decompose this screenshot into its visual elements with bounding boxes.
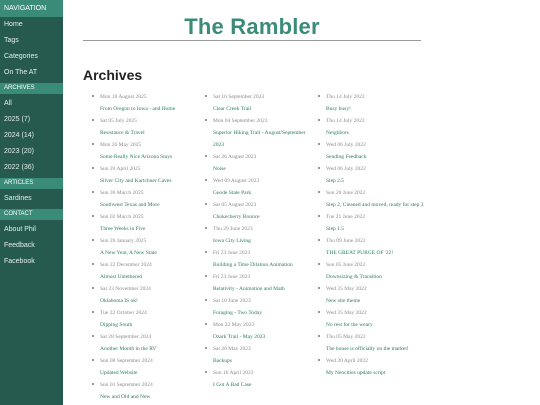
sidebar xyxy=(0,0,63,405)
post-date: Sat 23 November 2024 xyxy=(100,286,151,292)
bullet-icon xyxy=(205,227,207,229)
post-date: Thu 29 June 2023 xyxy=(213,226,253,232)
post-link[interactable]: Silver City and Kartchner Caves xyxy=(100,178,172,184)
list-item xyxy=(92,211,202,235)
post-link[interactable]: Sending Feedback xyxy=(326,154,367,160)
post-link[interactable]: Foraging - Two Today xyxy=(213,310,262,316)
sidebar-item-sardines[interactable]: Sardines xyxy=(4,195,32,202)
post-date: Thu 14 July 2022 xyxy=(326,94,365,100)
list-item xyxy=(92,139,202,163)
post-link[interactable]: Iowa City Living xyxy=(213,238,251,244)
bullet-icon xyxy=(318,311,320,313)
post-link[interactable]: My Neocities update script xyxy=(326,370,386,376)
bullet-icon xyxy=(92,239,94,241)
archive-column-1 xyxy=(92,91,202,403)
bullet-icon xyxy=(205,203,207,205)
list-item xyxy=(205,343,315,367)
sidebar-item-home[interactable]: Home xyxy=(4,21,23,28)
sidebar-section-contact: CONTACT xyxy=(0,209,63,220)
bullet-icon xyxy=(92,383,94,385)
bullet-icon xyxy=(205,275,207,277)
bullet-icon xyxy=(205,251,207,253)
post-link[interactable]: Backups xyxy=(213,358,232,364)
post-link[interactable]: Neighbors xyxy=(326,130,349,136)
list-item xyxy=(318,259,428,283)
list-item xyxy=(92,379,202,403)
sidebar-item-all[interactable]: All xyxy=(4,100,12,107)
list-item xyxy=(318,187,428,211)
post-link[interactable]: From Oregon to Iowa - and Home xyxy=(100,106,176,112)
post-link[interactable]: Chokecherry Bounce xyxy=(213,214,260,220)
list-item xyxy=(318,91,428,115)
bullet-icon xyxy=(318,335,320,337)
post-link[interactable]: Oklahoma IS ok! xyxy=(100,298,138,304)
post-date: Mon 22 May 2023 xyxy=(213,322,255,328)
post-date: Mon 04 September 2023 xyxy=(213,118,268,124)
post-date: Thu 14 July 2022 xyxy=(326,118,365,124)
bullet-icon xyxy=(205,371,207,373)
post-date: Fri 23 June 2023 xyxy=(213,250,251,256)
bullet-icon xyxy=(92,95,94,97)
archive-column-2 xyxy=(205,91,315,391)
list-item xyxy=(318,115,428,139)
post-link[interactable]: Clear Creek Trail xyxy=(213,106,252,112)
post-date: Wed 09 August 2023 xyxy=(213,178,260,184)
sidebar-item-2023[interactable]: 2023 (20) xyxy=(4,148,34,155)
post-link[interactable]: No rest for the weary xyxy=(326,322,373,328)
post-link[interactable]: I Got A Bad Case xyxy=(213,382,252,388)
bullet-icon xyxy=(205,299,207,301)
bullet-icon xyxy=(92,191,94,193)
post-link[interactable]: Busy busy! xyxy=(326,106,351,112)
post-link[interactable]: Southwest Texas and More xyxy=(100,202,160,208)
list-item xyxy=(318,283,428,307)
bullet-icon xyxy=(205,95,207,97)
sidebar-item-tags[interactable]: Tags xyxy=(4,37,19,44)
post-date: Wed 20 April 2022 xyxy=(326,358,368,364)
bullet-icon xyxy=(318,95,320,97)
post-date: Sat 20 May 2023 xyxy=(213,346,251,352)
sidebar-item-on-the-at[interactable]: On The AT xyxy=(4,69,38,76)
sidebar-item-2024[interactable]: 2024 (14) xyxy=(4,132,34,139)
post-date: Mon 18 August 2025 xyxy=(100,94,147,100)
post-date: Sun 26 June 2022 xyxy=(326,190,366,196)
list-item xyxy=(92,91,202,115)
sidebar-item-categories[interactable]: Categories xyxy=(4,53,38,60)
bullet-icon xyxy=(205,179,207,181)
post-date: Sun 20 April 2025 xyxy=(100,166,141,172)
post-date: Wed 06 July 2022 xyxy=(326,142,366,148)
bullet-icon xyxy=(318,359,320,361)
post-link[interactable]: Step 1.5 xyxy=(326,226,345,232)
post-date: Sun 05 June 2022 xyxy=(326,262,366,268)
archive-column-3 xyxy=(318,91,428,379)
list-item xyxy=(205,175,315,199)
list-item xyxy=(205,271,315,295)
bullet-icon xyxy=(92,311,94,313)
post-date: Tue 22 October 2024 xyxy=(100,310,147,316)
post-link[interactable]: A New Year, A New State xyxy=(100,250,157,256)
post-date: Sat 05 July 2025 xyxy=(100,118,137,124)
list-item xyxy=(318,211,428,235)
bullet-icon xyxy=(318,191,320,193)
post-date: Sun 01 September 2024 xyxy=(100,382,153,388)
list-item xyxy=(92,163,202,187)
post-date: Sat 05 August 2023 xyxy=(213,202,257,208)
post-link[interactable]: Building a Time Dilation Animation xyxy=(213,262,293,268)
sidebar-item-feedback[interactable]: Feedback xyxy=(4,242,35,249)
bullet-icon xyxy=(92,335,94,337)
post-date: Fri 23 June 2023 xyxy=(213,274,251,280)
post-date: Sat 10 June 2023 xyxy=(213,298,251,304)
title-divider xyxy=(83,40,421,41)
post-link[interactable]: New and Old and New xyxy=(100,394,151,400)
bullet-icon xyxy=(92,143,94,145)
bullet-icon xyxy=(92,215,94,217)
post-link[interactable]: Relativity - Animation and Math xyxy=(213,286,285,292)
post-date: Tue 21 June 2022 xyxy=(326,214,366,220)
list-item xyxy=(92,283,202,307)
list-item xyxy=(92,259,202,283)
bullet-icon xyxy=(92,167,94,169)
post-date: Sun 16 April 2023 xyxy=(213,370,254,376)
bullet-icon xyxy=(318,119,320,121)
bullet-icon xyxy=(318,239,320,241)
bullet-icon xyxy=(92,287,94,289)
bullet-icon xyxy=(318,263,320,265)
sidebar-item-2022[interactable]: 2022 (36) xyxy=(4,164,34,171)
post-date: Sat 26 August 2023 xyxy=(213,154,257,160)
list-item xyxy=(205,295,315,319)
list-item xyxy=(205,115,315,151)
post-link[interactable]: Some Really Nice Arizona Stays xyxy=(100,154,173,160)
bullet-icon xyxy=(318,167,320,169)
post-date: Wed 25 May 2022 xyxy=(326,310,367,316)
bullet-icon xyxy=(92,359,94,361)
bullet-icon xyxy=(318,287,320,289)
bullet-icon xyxy=(92,263,94,265)
post-link[interactable]: Noise xyxy=(213,166,226,172)
list-item xyxy=(205,91,315,115)
post-date: Sun 08 September 2024 xyxy=(100,358,153,364)
sidebar-section-archives: ARCHIVES xyxy=(0,83,63,94)
post-link[interactable]: New site theme xyxy=(326,298,361,304)
post-date: Sat 28 September 2024 xyxy=(100,334,152,340)
list-item xyxy=(205,199,315,223)
bullet-icon xyxy=(318,143,320,145)
bullet-icon xyxy=(92,119,94,121)
post-link[interactable]: Resistance & Travel xyxy=(100,130,145,136)
post-link[interactable]: Updated Website xyxy=(100,370,138,376)
bullet-icon xyxy=(205,119,207,121)
post-link[interactable]: Three Weeks in Five xyxy=(100,226,146,232)
list-item xyxy=(92,331,202,355)
post-link[interactable]: The house is officially on the market! xyxy=(326,346,409,352)
post-date: Sun 30 March 2025 xyxy=(100,190,144,196)
list-item xyxy=(92,355,202,379)
sidebar-item-facebook[interactable]: Facebook xyxy=(4,258,35,265)
post-link[interactable]: Downsizing & Transition xyxy=(326,274,382,280)
list-item xyxy=(205,223,315,247)
bullet-icon xyxy=(205,347,207,349)
post-date: Mon 26 May 2025 xyxy=(100,142,142,148)
list-item xyxy=(92,235,202,259)
post-date: Thu 09 June 2022 xyxy=(326,238,366,244)
list-item xyxy=(92,307,202,331)
post-link[interactable]: THE GREAT PURGE OF '22! xyxy=(326,250,394,256)
list-item xyxy=(205,151,315,175)
sidebar-item-about-phil[interactable]: About Phil xyxy=(4,226,36,233)
post-date: Sun 26 January 2025 xyxy=(100,238,147,244)
post-link[interactable]: Superior Hiking Trail - August/September 2023 xyxy=(213,130,306,148)
list-item xyxy=(318,331,428,355)
post-date: Wed 06 July 2022 xyxy=(326,166,366,172)
sidebar-header-navigation: NAVIGATION xyxy=(0,0,63,17)
site-title[interactable]: The Rambler xyxy=(184,14,320,39)
post-date: Thu 05 May 2022 xyxy=(326,334,366,340)
list-item xyxy=(318,163,428,187)
post-date: Wed 25 May 2022 xyxy=(326,286,367,292)
post-date: Sat 16 September 2023 xyxy=(213,94,265,100)
page-title: Archives xyxy=(83,67,143,83)
post-link[interactable]: Ozark Trail - May 2023 xyxy=(213,334,266,340)
sidebar-item-2025[interactable]: 2025 (7) xyxy=(4,116,31,123)
list-item xyxy=(318,139,428,163)
sidebar-section-articles: ARTICLES xyxy=(0,178,63,189)
list-item xyxy=(318,235,428,259)
list-item xyxy=(205,247,315,271)
list-item xyxy=(318,355,428,379)
list-item xyxy=(205,319,315,343)
post-date: Sun 22 December 2024 xyxy=(100,262,152,268)
post-link[interactable]: Geode State Park xyxy=(213,190,252,196)
post-date: Sun 02 March 2025 xyxy=(100,214,144,220)
list-item xyxy=(318,307,428,331)
bullet-icon xyxy=(318,215,320,217)
post-link[interactable]: Another Month in the RV xyxy=(100,346,157,352)
list-item xyxy=(92,115,202,139)
post-link[interactable]: Step 2.5 xyxy=(326,178,345,184)
post-link[interactable]: Step 2, Cleaned and moved, ready for step 3 xyxy=(326,202,424,208)
bullet-icon xyxy=(205,323,207,325)
list-item xyxy=(92,187,202,211)
post-link[interactable]: Dipping South xyxy=(100,322,133,328)
list-item xyxy=(205,367,315,391)
bullet-icon xyxy=(205,155,207,157)
main-content xyxy=(63,0,540,405)
post-link[interactable]: Almost Untethered xyxy=(100,274,143,280)
